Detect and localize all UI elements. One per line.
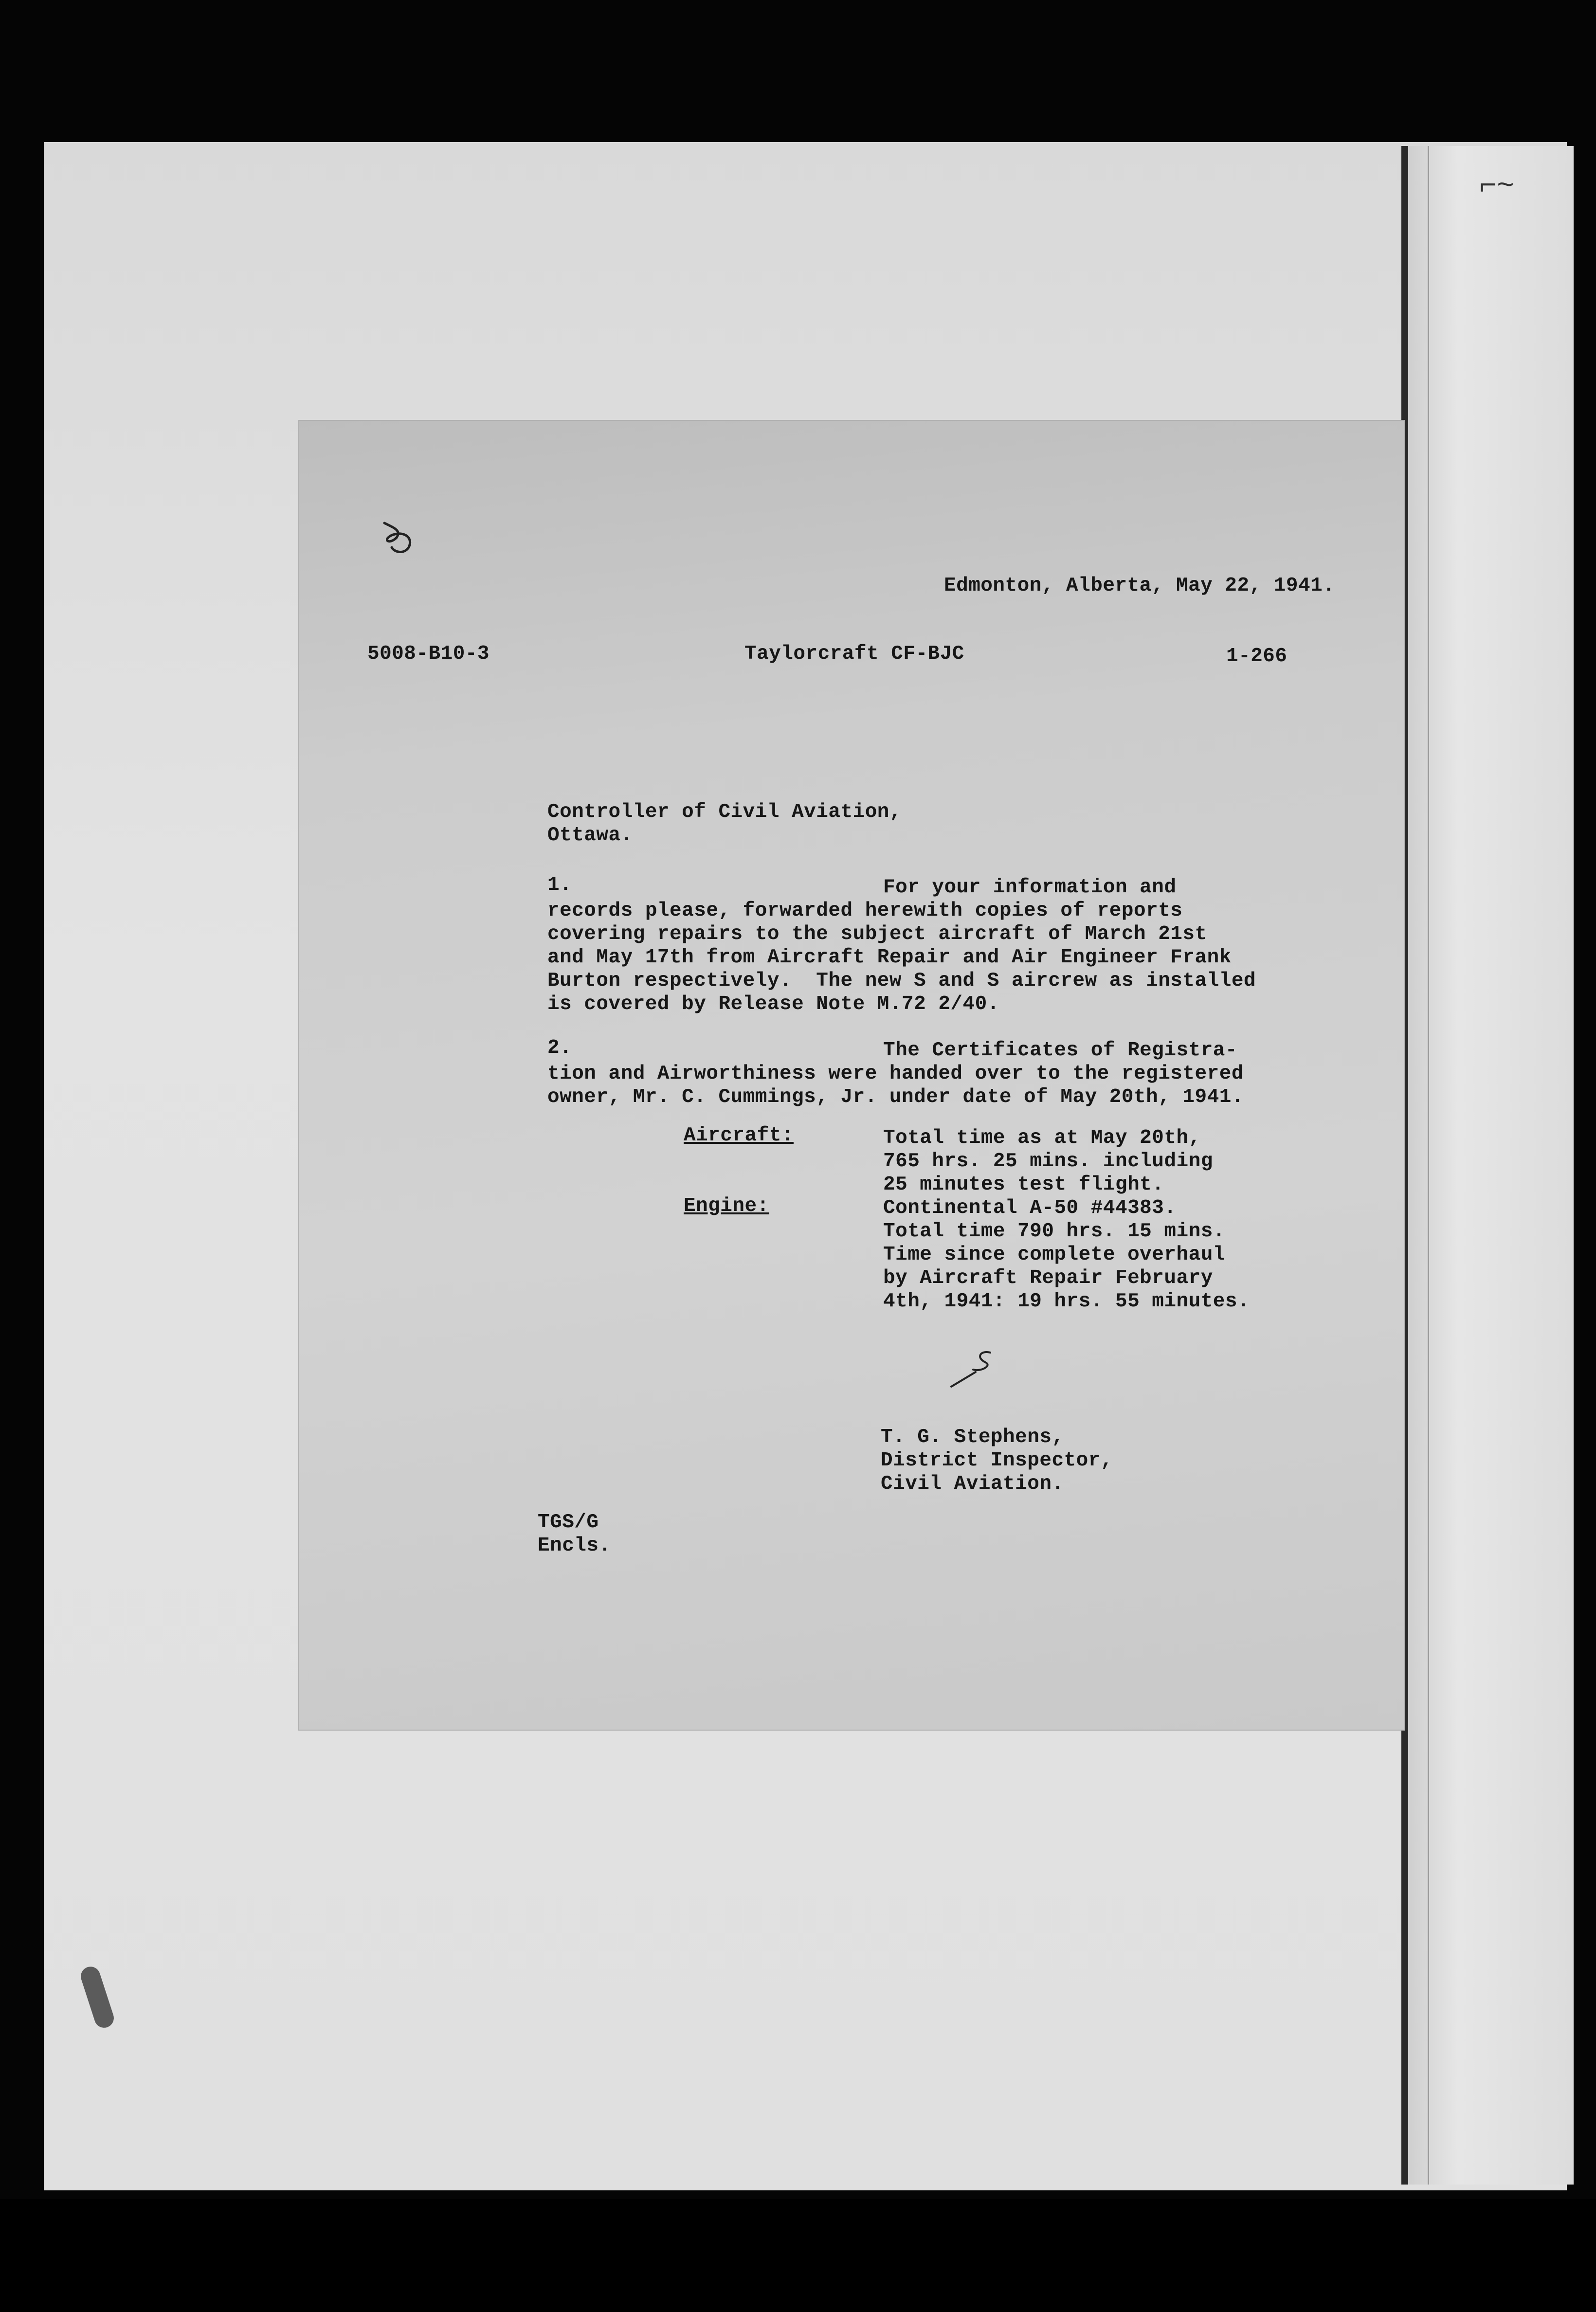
paragraph-2-line: The Certificates of Registra-: [883, 1039, 1238, 1062]
corner-pencil-mark: ⌐~: [1479, 170, 1515, 203]
engine-line: 4th, 1941: 19 hrs. 55 minutes.: [883, 1290, 1250, 1313]
paragraph-1-number: 1.: [547, 874, 572, 896]
signatory-department: Civil Aviation.: [881, 1473, 1064, 1495]
signatory-name: T. G. Stephens,: [881, 1426, 1064, 1448]
paragraph-1-line: is covered by Release Note M.72 2/40.: [547, 993, 999, 1015]
aircraft-line: 25 minutes test flight.: [883, 1174, 1164, 1196]
engine-line: Continental A-50 #44383.: [883, 1197, 1177, 1219]
paragraph-1-line: records please, forwarded herewith copies of reports: [547, 900, 1183, 922]
bottom-strip: [0, 2199, 1596, 2312]
typist-initials: TGS/G: [538, 1511, 599, 1534]
paragraph-2-line: owner, Mr. C. Cummings, Jr. under date of May 20th, 1941.: [547, 1086, 1244, 1108]
place-date: Edmonton, Alberta, May 22, 1941.: [944, 575, 1335, 597]
recipient-line-1: Controller of Civil Aviation,: [547, 801, 902, 823]
reference-number: 1-266: [1226, 645, 1288, 668]
paragraph-2-line: tion and Airworthiness were handed over to the registered: [547, 1063, 1244, 1085]
signature-mark: [946, 1345, 1005, 1389]
engine-line: Total time 790 hrs. 15 mins.: [883, 1220, 1225, 1243]
recipient-line-2: Ottawa.: [547, 824, 633, 847]
pencil-loop-mark: [375, 518, 418, 557]
engine-label: Engine:: [684, 1195, 769, 1217]
aircraft-line: Total time as at May 20th,: [883, 1127, 1201, 1149]
letter-page: [299, 421, 1404, 1730]
paragraph-2-number: 2.: [547, 1037, 572, 1059]
aircraft-label: Aircraft:: [684, 1124, 794, 1147]
signatory-title: District Inspector,: [881, 1449, 1113, 1472]
paragraph-1-line: covering repairs to the subject aircraft of March 21st: [547, 923, 1207, 945]
paragraph-1-line: and May 17th from Aircraft Repair and Air Engineer Frank: [547, 946, 1232, 969]
enclosures-note: Encls.: [538, 1535, 611, 1557]
engine-line: Time since complete overhaul: [883, 1244, 1225, 1266]
aircraft-line: 765 hrs. 25 mins. including: [883, 1150, 1213, 1173]
paragraph-1-line: Burton respectively. The new S and S aircrew as installed: [547, 970, 1256, 992]
file-number: 5008-B10-3: [367, 643, 490, 665]
engine-line: by Aircraft Repair February: [883, 1267, 1213, 1289]
paragraph-1-line: For your information and: [883, 876, 1177, 899]
subject-line: Taylorcraft CF-BJC: [744, 643, 964, 665]
right-sheet-edge: [1401, 146, 1574, 2185]
